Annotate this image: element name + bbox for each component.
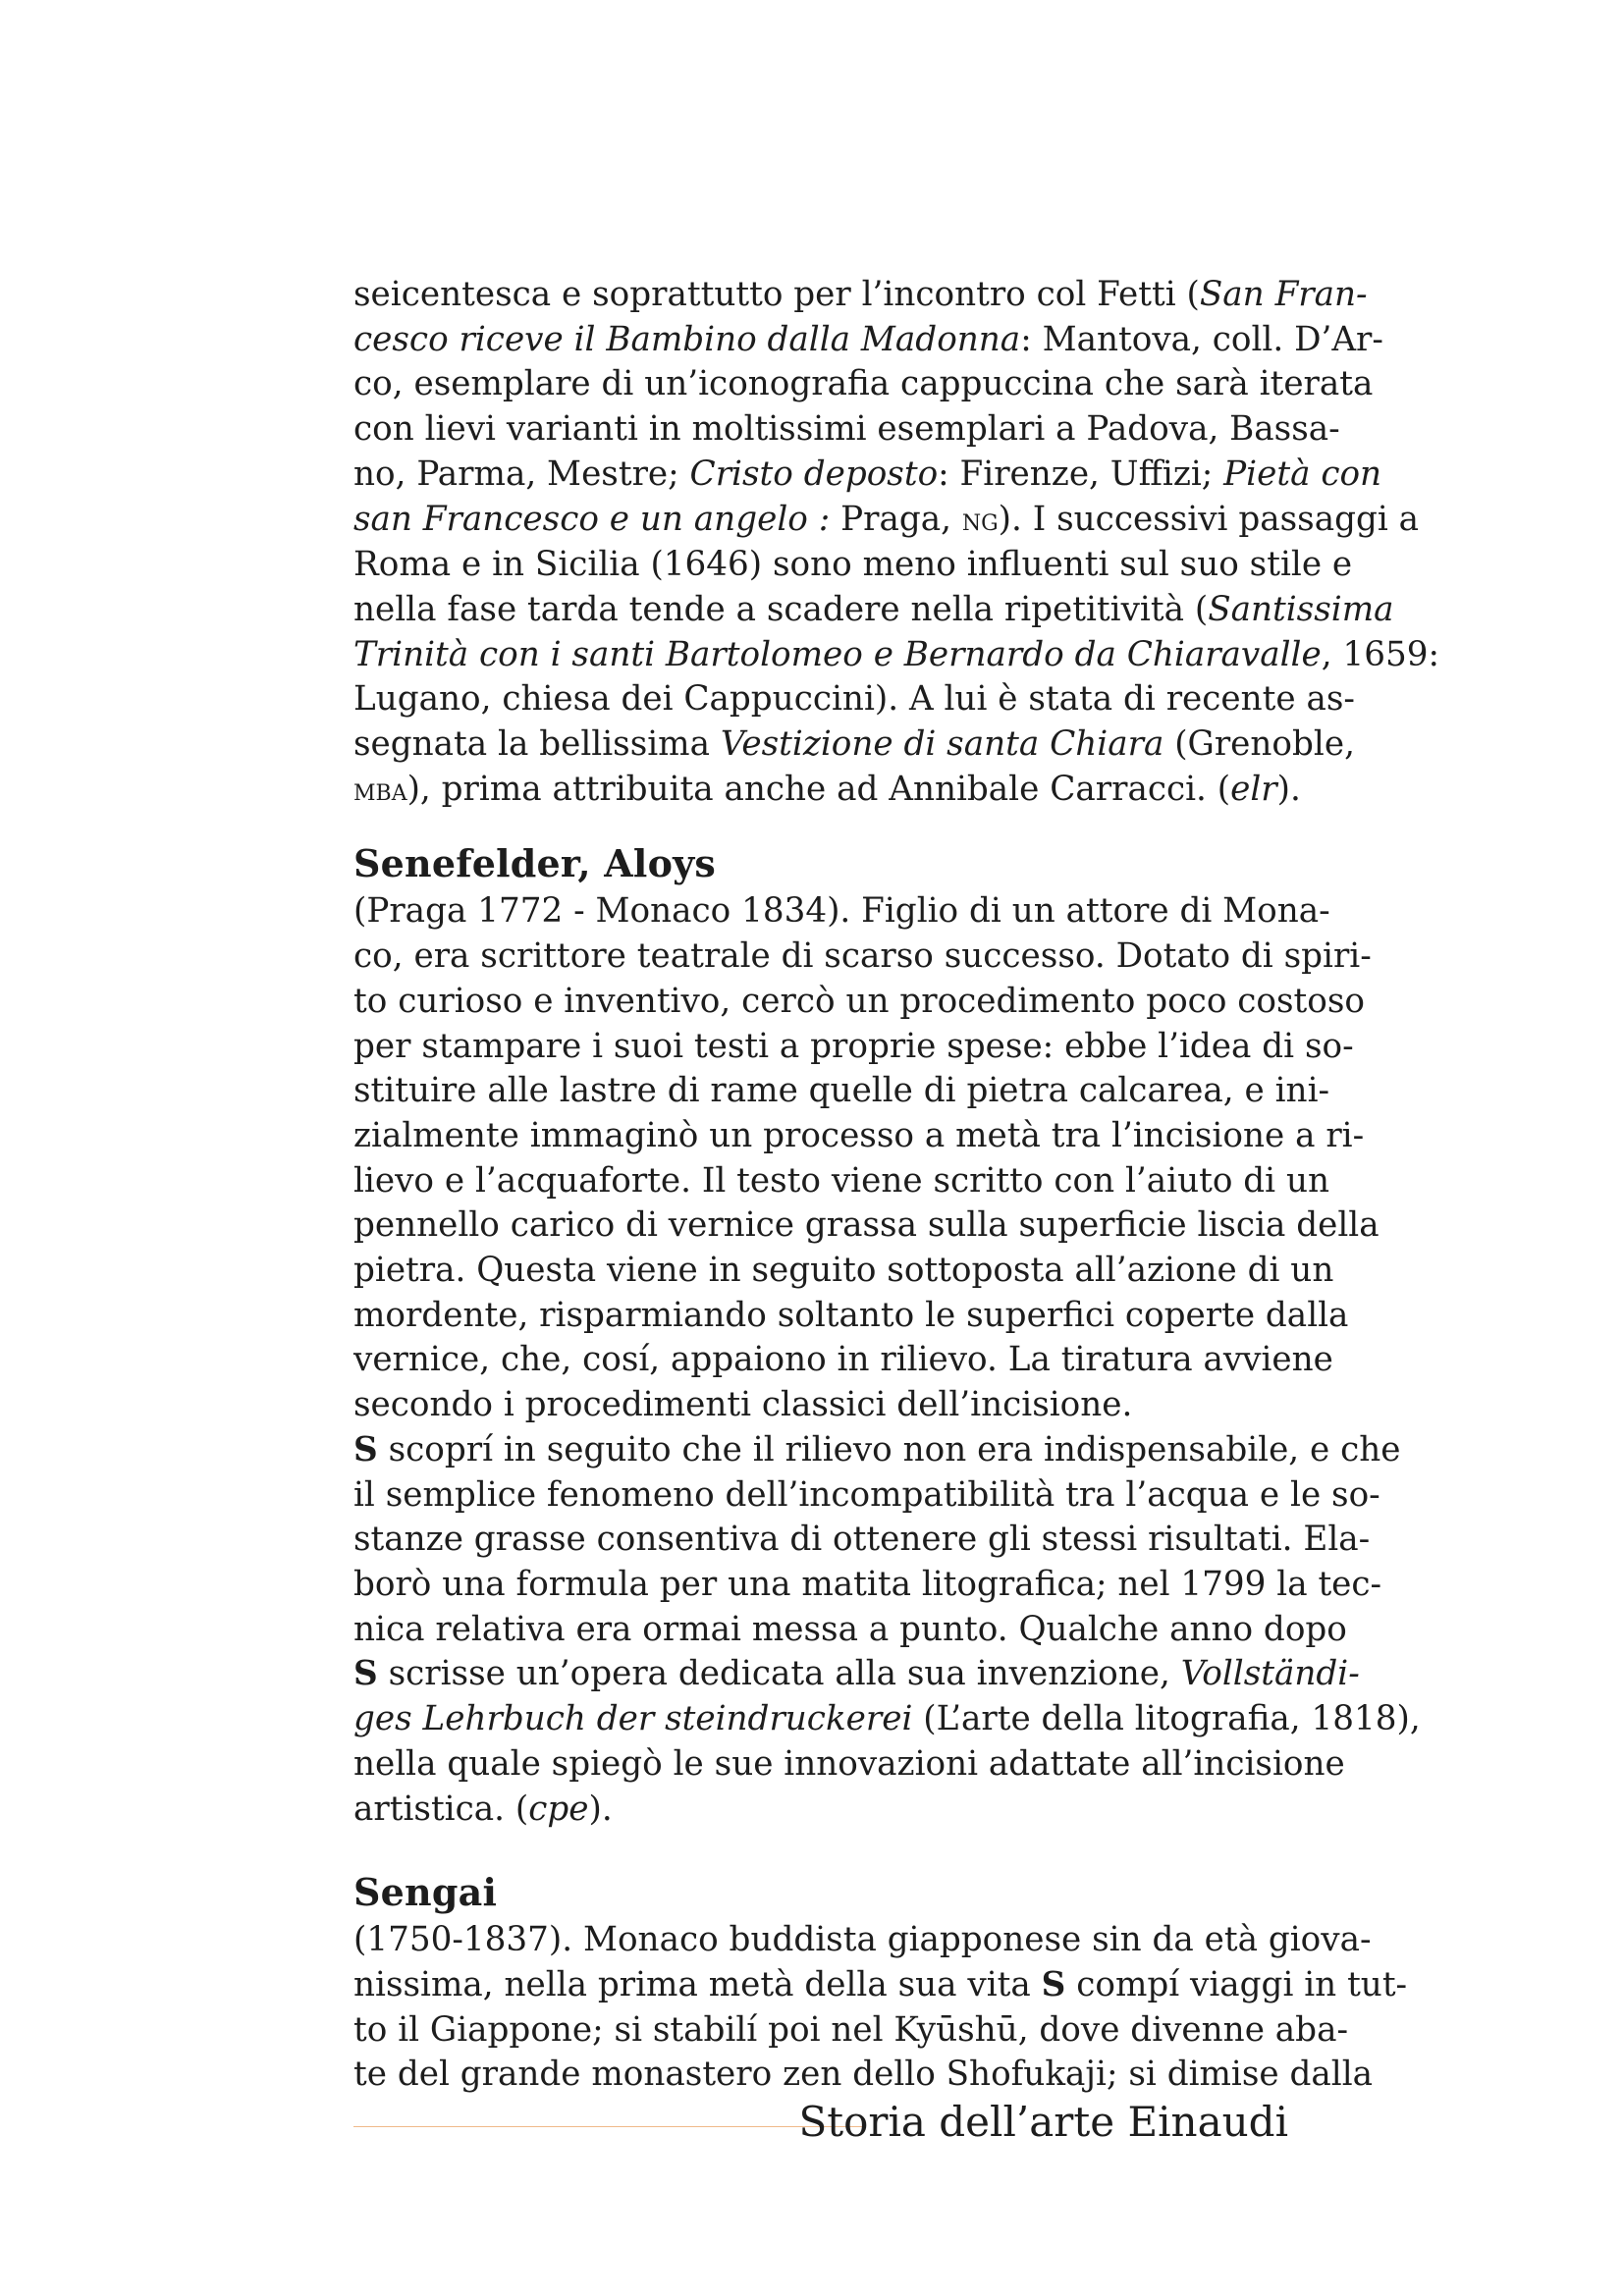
text-line: seicentesca e soprattutto per l’incontro col Fetti (San Fran- xyxy=(353,275,1368,314)
entry-heading-sengai: Sengai xyxy=(353,1870,498,1915)
text-line: Roma e in Sicilia (1646) sono meno influenti sul suo stile e xyxy=(353,545,1353,585)
text-line: to curioso e inventivo, cercò un procedimento poco costoso xyxy=(353,981,1365,1021)
page-body xyxy=(353,273,1439,2098)
text-line: S scrisse un’opera dedicata alla sua invenzione, Vollständi- xyxy=(353,1654,1360,1694)
intro-paragraph xyxy=(353,273,1439,813)
text-line: vernice, che, cosí, appaiono in rilievo. La tiratura avviene xyxy=(353,1340,1333,1380)
text-line: artistica. (cpe). xyxy=(353,1789,613,1829)
text-line: no, Parma, Mestre; Cristo deposto: Firenze, Uffizi; Pietà con xyxy=(353,454,1382,494)
text-line: borò una formula per una matita litografica; nel 1799 la tec- xyxy=(353,1564,1382,1604)
footer-title: Storia dell’arte Einaudi xyxy=(798,2098,1288,2146)
text-line: lievo e l’acquaforte. Il testo viene scritto con l’aiuto di un xyxy=(353,1160,1330,1201)
text-line: co, esemplare di un’iconografia cappuccina che sarà iterata xyxy=(353,364,1374,404)
text-line: mba), prima attribuita anche ad Annibale Carracci. (elr). xyxy=(353,769,1301,809)
text-line: cesco riceve il Bambino dalla Madonna: Mantova, coll. D’Ar- xyxy=(353,319,1383,359)
text-line: to il Giappone; si stabilí poi nel Kyūshū, dove divenne aba- xyxy=(353,2009,1349,2050)
text-line: con lievi varianti in moltissimi esemplari a Padova, Bassa- xyxy=(353,409,1340,450)
page-footer xyxy=(353,2095,1288,2154)
senefelder-paragraph-1 xyxy=(353,889,1380,1427)
text-line: pennello carico di vernice grassa sulla superficie liscia della xyxy=(353,1205,1380,1246)
text-line: (1750-1837). Monaco buddista giapponese sin da età giova- xyxy=(353,1920,1372,1960)
text-line: Lugano, chiesa dei Cappuccini). A lui è stata di recente as- xyxy=(353,679,1355,720)
entry-heading-senefelder: Senefelder, Aloys xyxy=(353,841,716,886)
text-line: co, era scrittore teatrale di scarso successo. Dotato di spiri- xyxy=(353,936,1372,977)
footer-rule xyxy=(353,2126,864,2127)
text-line: mordente, risparmiando soltanto le superfici coperte dalla xyxy=(353,1295,1349,1335)
text-line: Trinità con i santi Bartolomeo e Bernardo da Chiaravalle, 1659: xyxy=(353,634,1439,674)
sengai-paragraph xyxy=(353,1918,1408,2098)
text-line: stanze grasse consentiva di ottenere gli stessi risultati. Ela- xyxy=(353,1520,1371,1560)
text-line: stituire alle lastre di rame quelle di pietra calcarea, e ini- xyxy=(353,1071,1330,1111)
text-line: (Praga 1772 - Monaco 1834). Figlio di un attore di Mona- xyxy=(353,891,1330,932)
text-line: il semplice fenomeno dell’incompatibilità tra l’acqua e le so- xyxy=(353,1474,1380,1515)
text-line: nica relativa era ormai messa a punto. Qualche anno dopo xyxy=(353,1609,1347,1649)
text-line: secondo i procedimenti classici dell’incisione. xyxy=(353,1385,1133,1425)
text-line: ges Lehrbuch der steindruckerei (L’arte della litografia, 1818), xyxy=(353,1699,1421,1739)
text-line: te del grande monastero zen dello Shofukaji; si dimise dalla xyxy=(353,2055,1374,2095)
text-line: nella quale spiegò le sue innovazioni adattate all’incisione xyxy=(353,1743,1345,1784)
text-line: segnata la bellissima Vestizione di santa Chiara (Grenoble, xyxy=(353,724,1355,765)
text-line: san Francesco e un angelo : Praga, ng). I successivi passaggi a xyxy=(353,499,1420,539)
text-line: nella fase tarda tende a scadere nella ripetitività (Santissima xyxy=(353,589,1394,629)
text-line: nissima, nella prima metà della sua vita S compí viaggi in tut- xyxy=(353,1964,1408,2004)
text-line: pietra. Questa viene in seguito sottoposta all’azione di un xyxy=(353,1251,1334,1291)
text-line: S scoprí in seguito che il rilievo non era indispensabile, e che xyxy=(353,1429,1401,1469)
text-line: per stampare i suoi testi a proprie spese: ebbe l’idea di so- xyxy=(353,1026,1354,1066)
text-line: zialmente immaginò un processo a metà tra l’incisione a ri- xyxy=(353,1115,1365,1155)
senefelder-paragraph-2 xyxy=(353,1428,1421,1832)
